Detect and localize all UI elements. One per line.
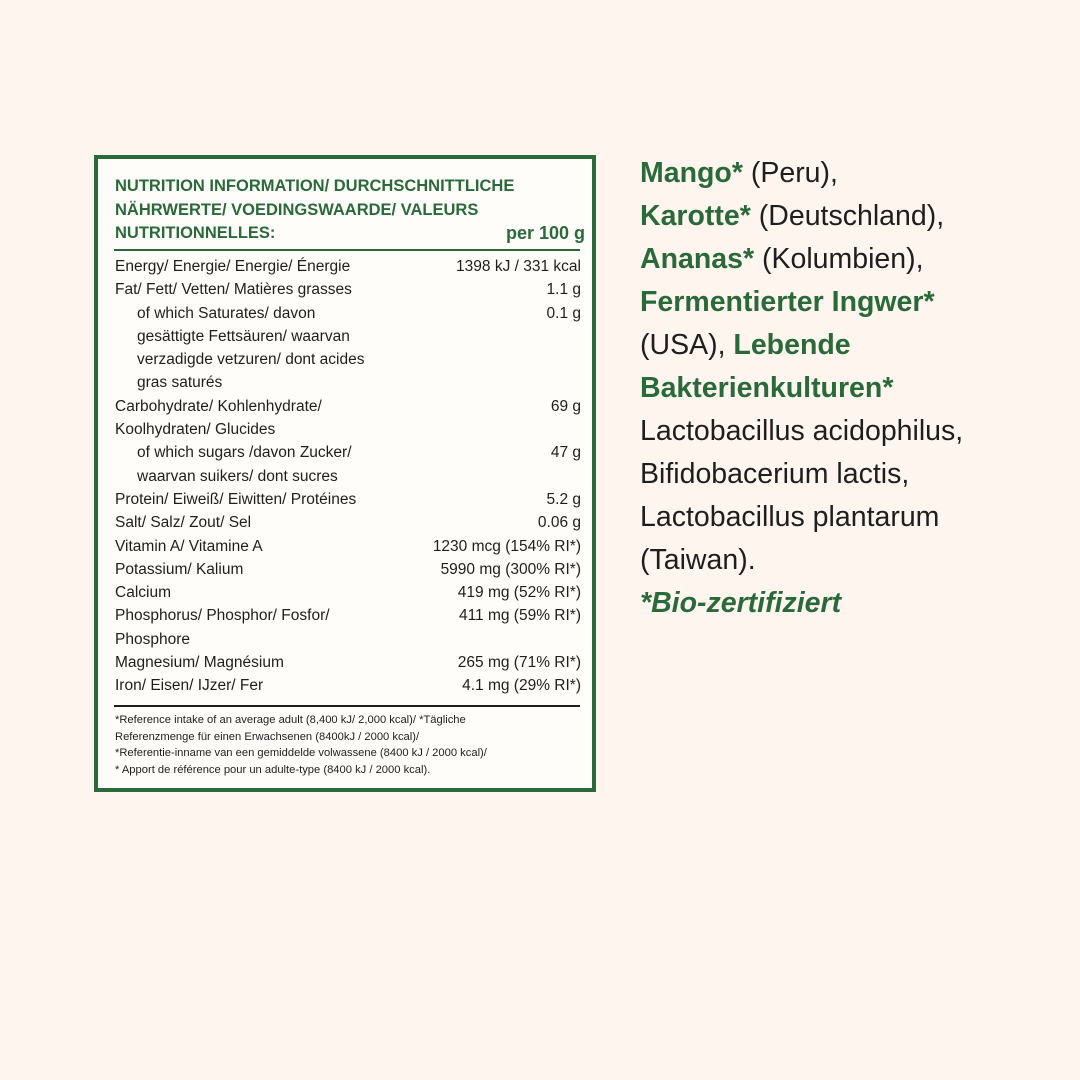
nutrient-label: Iron/ Eisen/ IJzer/ Fer bbox=[115, 677, 264, 695]
nutrient-row-fat bbox=[115, 278, 581, 301]
ingredient-line: Bakterienkulturen* bbox=[640, 372, 894, 404]
header-line: NUTRITIONNELLES: bbox=[115, 224, 276, 242]
nutrient-value: 5990 mg (300% RI*) bbox=[440, 560, 581, 578]
nutrient-label: Carbohydrate/ Kohlenhydrate/ Koolhydraten/ Glucides bbox=[115, 397, 322, 439]
nutrient-label: Energy/ Energie/ Energie/ Énergie bbox=[115, 258, 351, 275]
ingredient-line: Fermentierter Ingwer* bbox=[640, 286, 935, 318]
ingredient-line: Mango* (Peru), bbox=[640, 157, 838, 189]
nutrient-value: 69 g bbox=[550, 397, 581, 415]
nutrient-label: Potassium/ Kalium bbox=[115, 560, 244, 578]
nutrient-label: Fat/ Fett/ Vetten/ Matières grasses bbox=[115, 281, 352, 299]
header-line: NÄHRWERTE/ VOEDINGSWAARDE/ VALEURS bbox=[115, 200, 479, 219]
nutrient-row-energy bbox=[115, 255, 581, 278]
nutrient-row-salt bbox=[115, 511, 581, 534]
nutrient-label: Salt/ Salz/ Zout/ Sel bbox=[115, 514, 252, 532]
nutrient-row-vitamin-a bbox=[115, 535, 581, 558]
footnote-line: * Apport de référence pour un adulte-type (8400 kJ / 2000 kcal). bbox=[115, 763, 431, 776]
nutrition-rows bbox=[115, 255, 581, 698]
nutrient-label: Magnesium/ Magnésium bbox=[115, 654, 284, 672]
nutrition-header bbox=[115, 175, 585, 246]
nutrient-value: 411 mg (59% RI*) bbox=[458, 607, 581, 625]
nutrient-value: 1.1 g bbox=[546, 281, 581, 299]
footnote-divider bbox=[114, 705, 580, 707]
nutrient-label: of which sugars /davon Zucker/ waarvan suikers/ dont sucres bbox=[137, 444, 352, 485]
nutrient-row-saturates bbox=[115, 302, 581, 395]
nutrition-table-panel bbox=[94, 155, 596, 792]
ingredient-line: Ananas* (Kolumbien), bbox=[640, 243, 924, 275]
nutrient-row-potassium bbox=[115, 558, 581, 581]
footnote-line: Referenzmenge für einen Erwachsenen (8400kJ / 2000 kcal)/ bbox=[115, 730, 420, 743]
nutrient-value: 1230 mcg (154% RI*) bbox=[432, 537, 581, 555]
nutrient-value: 0.06 g bbox=[537, 514, 581, 532]
footnote-line: *Reference intake of an average adult (8,400 kJ/ 2,000 kcal)/ *Tägliche bbox=[115, 714, 466, 726]
nutrient-label: Phosphorus/ Phosphor/ Fosfor/ Phosphore bbox=[115, 607, 330, 648]
nutrient-label: Protein/ Eiweiß/ Eiwitten/ Protéines bbox=[115, 490, 357, 508]
nutrient-row-carbohydrate bbox=[115, 395, 581, 442]
nutrient-value: 265 mg (71% RI*) bbox=[457, 654, 581, 672]
per-100g-label: per 100 g bbox=[505, 223, 585, 243]
nutrient-value: 0.1 g bbox=[546, 304, 581, 322]
header-divider bbox=[114, 249, 580, 251]
reference-intake-footnote bbox=[115, 712, 585, 778]
footnote-line: *Referentie-inname van een gemiddelde volwassene (8400 kJ / 2000 kcal)/ bbox=[115, 747, 487, 759]
nutrient-row-phosphorus bbox=[115, 604, 581, 651]
nutrient-row-magnesium bbox=[115, 651, 581, 674]
nutrient-row-sugars bbox=[115, 441, 581, 488]
nutrient-label: of which Saturates/ davon gesättigte Fettsäuren/ waarvan verzadigde vetzuren/ dont acides gras saturés bbox=[137, 304, 365, 392]
nutrient-value: 47 g bbox=[550, 444, 581, 462]
ingredient-line: Lactobacillus plantarum bbox=[640, 501, 940, 533]
nutrient-label: Vitamin A/ Vitamine A bbox=[115, 537, 263, 555]
ingredients-list bbox=[640, 152, 1060, 625]
header-line: NUTRITION INFORMATION/ DURCHSCHNITTLICHE bbox=[115, 177, 515, 195]
ingredient-line: Lactobacillus acidophilus, bbox=[640, 415, 964, 447]
ingredient-line: (USA), Lebende bbox=[640, 329, 851, 361]
bio-certified-note: *Bio-zertifiziert bbox=[640, 587, 842, 619]
nutrient-row-iron bbox=[115, 674, 581, 697]
nutrient-value: 5.2 g bbox=[546, 490, 581, 508]
ingredient-line: Bifidobacerium lactis, bbox=[640, 458, 910, 490]
nutrient-value: 1398 kJ / 331 kcal bbox=[456, 258, 581, 275]
ingredient-line: (Taiwan). bbox=[640, 544, 756, 576]
nutrient-value: 419 mg (52% RI*) bbox=[457, 584, 581, 602]
nutrient-row-protein bbox=[115, 488, 581, 511]
nutrient-value: 4.1 mg (29% RI*) bbox=[462, 677, 581, 695]
ingredient-line: Karotte* (Deutschland), bbox=[640, 200, 945, 232]
nutrient-row-calcium bbox=[115, 581, 581, 604]
nutrient-label: Calcium bbox=[115, 584, 171, 602]
